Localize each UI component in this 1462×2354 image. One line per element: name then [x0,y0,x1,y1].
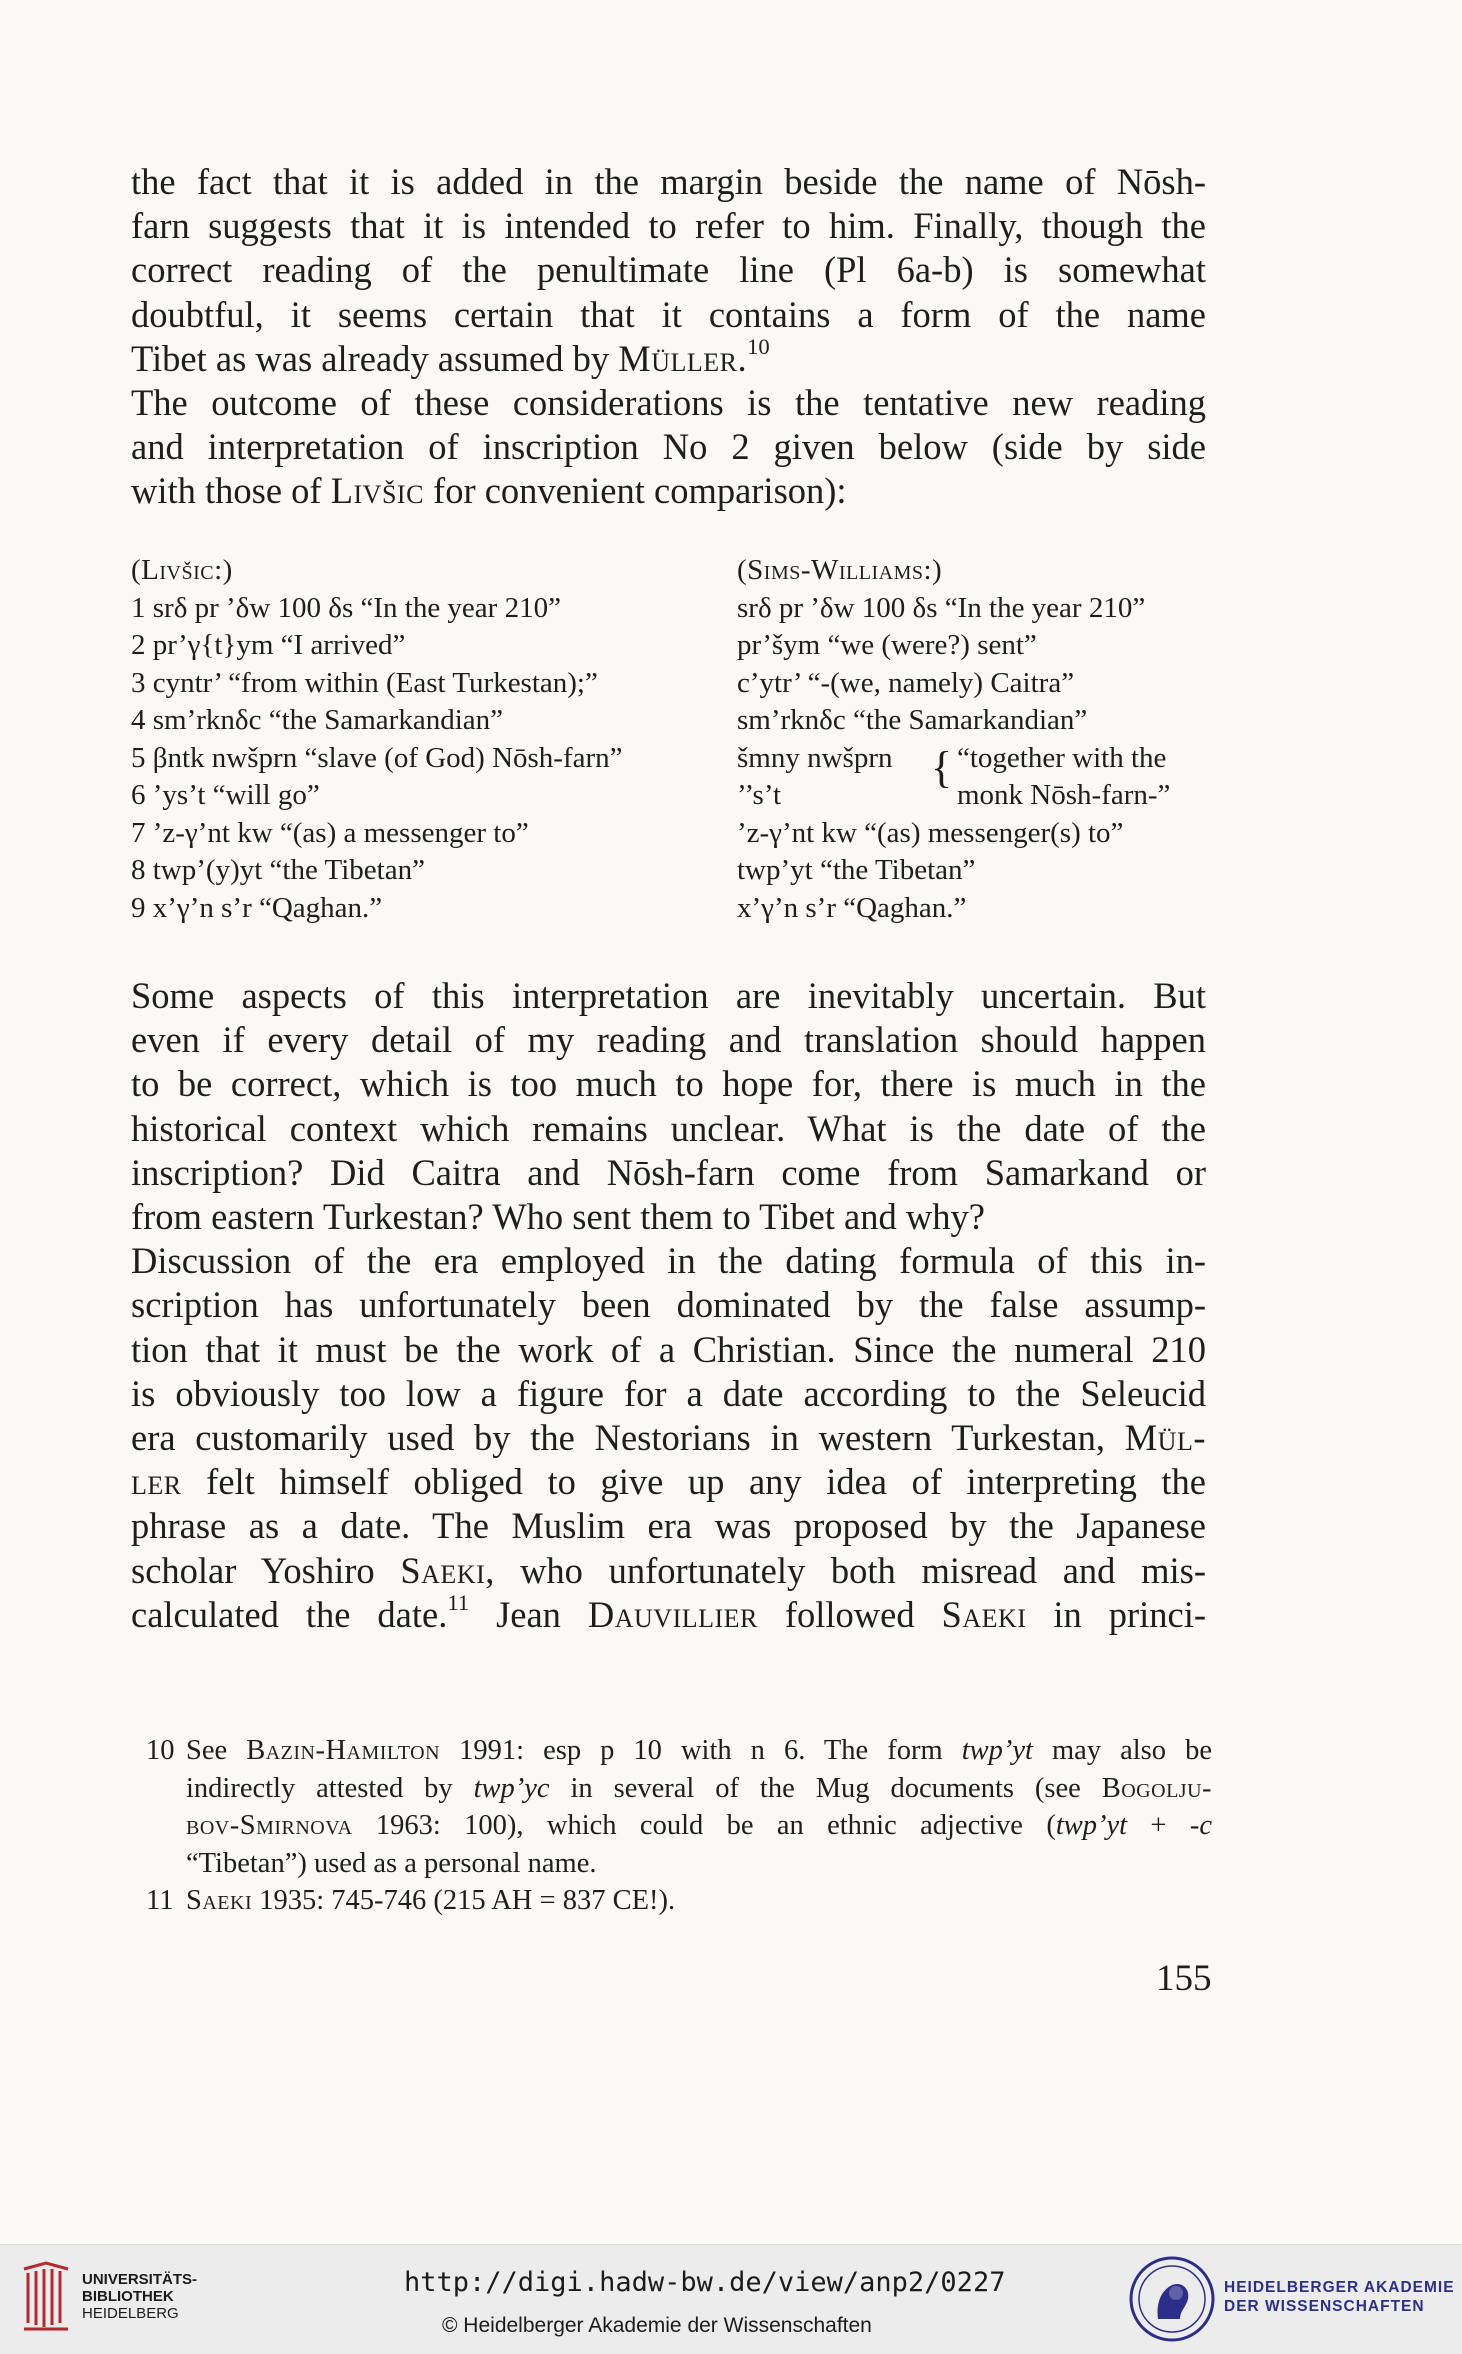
university-library-logo-icon[interactable] [18,2259,74,2333]
library-line-3: HEIDELBERG [82,2305,179,2322]
paragraph-1 [131,160,1206,337]
table-row [131,702,1211,740]
right-cell: sm’rknδc “the Samarkandian” [737,704,1088,736]
p3-line-5: inscription? Did Caitra and Nōsh-farn come from Samarkand or [131,1151,1206,1193]
fn10-text: + [1127,1810,1190,1841]
table-row [131,777,1211,815]
paragraph-3 [131,974,1206,1195]
fn10-text: See [186,1735,247,1766]
right-cell: ’’s’t [737,779,782,811]
table-row [131,890,1211,928]
p4-line-6: felt himself obliged to give up any idea of interpreting the [181,1461,1206,1503]
p4-line-9a: calculated the date. [131,1593,448,1635]
academy-name [1224,2278,1455,2316]
footnote-ref-11[interactable]: 11 [447,1589,470,1615]
left-cell: 2 pr’γ{t}ym “I arrived” [131,629,406,661]
p3-line-4: historical context which remains unclear. What is the date of the [131,1107,1206,1149]
fn10-italic: -c [1189,1810,1212,1841]
fn10-italic: twp’yt [961,1735,1033,1766]
p3-line-2: even if every detail of my reading and translation should happen [131,1019,1206,1061]
left-cell: 4 sm’rknδc “the Samarkandian” [131,704,504,736]
p3-line-3: to be correct, which is too much to hope for, there is much in the [131,1063,1206,1105]
right-column-header: (Sims-Williams:) [737,554,943,586]
academy-line-1: HEIDELBERGER AKADEMIE [1224,2279,1455,2296]
fn10-italic: twp’yt [1055,1810,1128,1841]
footnote-10 [146,1732,1212,1882]
p3-line-6: from eastern Turkestan? Who sent them to Tibet and why? [131,1196,985,1238]
fn11-author: Saeki [186,1885,253,1916]
fn10-text: may also be [1032,1735,1212,1766]
p4-line-9c: followed [757,1593,942,1635]
p4-line-9d: in princi- [1026,1593,1206,1635]
author-saeki: Saeki [400,1549,486,1591]
page-number: 155 [1156,1958,1212,1999]
fn10-text: “Tibetan”) used as a personal name. [186,1847,597,1879]
fn10-text: indirectly attested by [186,1772,474,1804]
left-column-header: (Livšic:) [131,554,233,586]
author-muller: Müller. [618,337,748,379]
p1-line-2: farn suggests that it is intended to refer to him. Finally, though the [131,205,1206,247]
footnote-11 [146,1882,1212,1920]
right-gloss: “together with the [957,741,1167,774]
table-row [131,815,1211,853]
left-cell: 6 ’ys’t “will go” [131,779,320,811]
p2-line-1: The outcome of these considerations is the tentative new reading [131,382,1206,424]
fn10-text: 1991: esp p 10 with n 6. The form [440,1735,962,1766]
left-cell: 3 cyntr’ “from within (East Turkestan);” [131,666,598,699]
p4-line-5: era customarily used by the Nestorians in western Turkestan, [131,1417,1125,1459]
author-muller-split-1: Mül- [1124,1417,1206,1459]
p1-line-1: the fact that it is added in the margin beside the name of Nōsh- [131,161,1206,202]
fn10-text: 1963: 100), which could be an ethnic adjective ( [352,1810,1056,1841]
author-dauvillier: Dauvillier [587,1593,758,1635]
p4-line-7: phrase as a date. The Muslim era was proposed by the Japanese [131,1505,1206,1547]
right-cell: srδ pr ’δw 100 δs “In the year 210” [737,591,1146,624]
paragraph-2-end [131,469,1206,513]
footnote-number: 11 [146,1885,174,1916]
right-gloss: monk Nōsh-farn-” [957,779,1171,811]
university-library-name [82,2271,197,2322]
paragraph-1-end [131,333,1206,381]
library-line-2: BIBLIOTHEK [82,2288,174,2305]
table-row [131,852,1211,890]
p4-line-8a: scholar Yoshiro [131,1549,401,1591]
copyright-notice: © Heidelberger Akademie der Wissenschaften [442,2314,872,2337]
p4-line-2: scription has unfortunately been dominated by the false assump- [131,1284,1206,1326]
right-cell: twp’yt “the Tibetan” [737,854,976,886]
p2-line-3-end: for convenient comparison): [423,470,847,512]
p1-line-4: doubtful, it seems certain that it contains a form of the name [131,293,1206,335]
right-cell: šmny nwšprn [737,741,893,774]
left-cell: 8 twp’(y)yt “the Tibetan” [131,854,425,886]
library-line-1: UNIVERSITÄTS- [82,2271,198,2288]
right-cell: ’z-γ’nt kw “(as) messenger(s) to” [737,816,1124,849]
left-cell: 5 βntk nwšprn “slave (of God) Nōsh-farn” [131,741,623,774]
right-cell: x’γ’n s’r “Qaghan.” [737,891,967,924]
p4-line-3: tion that it must be the work of a Christian. Since the numeral 210 [131,1328,1206,1370]
body-text-bottom [131,974,1206,1637]
author-livsic: Livšic [330,470,424,512]
comparison-table [131,552,1211,927]
footnote-number: 10 [146,1735,175,1766]
p4-line-1: Discussion of the era employed in the dating formula of this in- [131,1240,1206,1282]
permalink-url[interactable]: http://digi.hadw-bw.de/view/anp2/0227 [404,2267,1006,2298]
fn10-author: Bazin-Hamilton [246,1735,441,1766]
left-cell: 1 srδ pr ’δw 100 δs “In the year 210” [131,591,561,624]
left-cell: 9 x’γ’n s’r “Qaghan.” [131,891,383,924]
fn10-author: bov-Smirnova [186,1810,353,1841]
p2-line-3: with those of [131,470,331,512]
brace-glyph: { [931,742,953,792]
paragraph-4 [131,1239,1206,1637]
p1-line-5: Tibet as was already assumed by [131,337,619,379]
paragraph-2 [131,381,1206,469]
viewer-footer [0,2244,1462,2354]
fn10-italic: twp’yc [473,1772,550,1804]
p4-line-8b: , who unfortunately both misread and mis- [485,1549,1206,1591]
fn10-text: in several of the Mug documents (see [549,1772,1102,1804]
fn11-text: 1935: 745-746 (215 AH = 837 CE!). [252,1885,676,1916]
right-cell: pr’šym “we (were?) sent” [737,629,1037,661]
table-row [131,665,1211,703]
left-cell: 7 ’z-γ’nt kw “(as) a messenger to” [131,816,529,849]
body-text-top [131,160,1206,514]
p2-line-2: and interpretation of inscription No 2 given below (side by side [131,426,1206,468]
author-saeki-2: Saeki [941,1593,1027,1635]
table-row [131,590,1211,628]
p1-line-3: correct reading of the penultimate line (Pl 6a-b) is somewhat [131,249,1206,291]
right-cell: c’ytr’ “-(we, namely) Caitra” [737,666,1075,699]
table-header [131,552,1211,590]
paragraph-3-end [131,1195,1206,1239]
footnote-ref-10[interactable]: 10 [747,333,770,359]
footnotes [146,1732,1212,1920]
author-muller-split-2: ler [131,1461,182,1503]
academy-seal-icon[interactable] [1128,2255,1216,2343]
p4-line-4: is obviously too low a figure for a date according to the Seleucid [131,1372,1206,1414]
fn10-author: Bogolju- [1101,1772,1213,1804]
academy-line-2: DER WISSENSCHAFTEN [1224,2298,1425,2315]
p3-line-1: Some aspects of this interpretation are inevitably uncertain. But [131,975,1206,1016]
table-row [131,740,1211,792]
table-row [131,627,1211,665]
p4-line-9b: Jean [469,1593,588,1635]
